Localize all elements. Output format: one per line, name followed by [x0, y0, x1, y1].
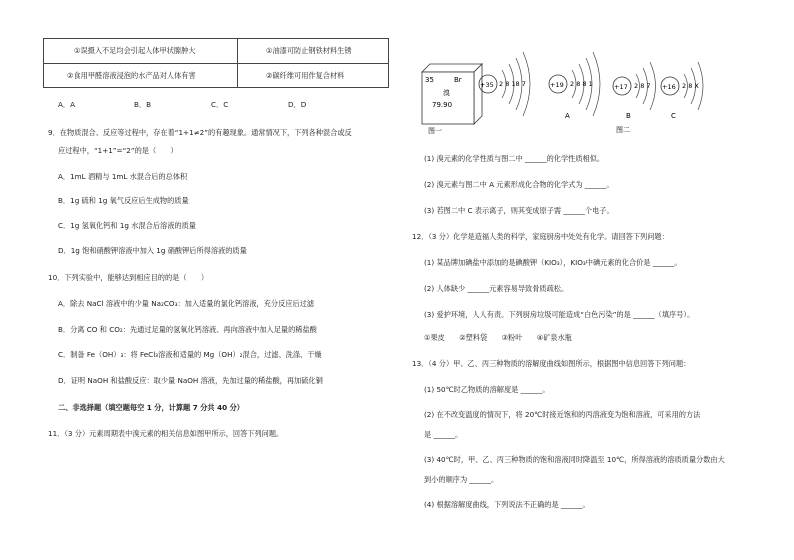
q13-stem: 13．（4 分）甲、乙、丙三种物质的溶解度曲线如图所示，根据图中信息回答下列问题：: [412, 359, 691, 368]
element-number: 35: [425, 76, 434, 84]
q8-option-d: D．D: [288, 100, 307, 109]
atom-c-shells: 2 8 X: [682, 82, 699, 90]
q9-stem-line2: 应过程中，“1+1”=“2”的是（ ）: [58, 146, 178, 155]
q10-option-d: D．证明 NaOH 和盐酸反应：取少量 NaOH 溶液，先加过量的稀盐酸，再加硫化铜: [58, 376, 323, 385]
table-cell-2: ①油漆可防止钢铁材料生锈: [266, 46, 352, 55]
q8-option-c: C．C: [211, 100, 229, 109]
element-name: 溴: [443, 89, 450, 97]
q11-stem: 11．（3 分）元素周期表中溴元素的相关信息如图甲所示，回答下列问题。: [48, 429, 284, 438]
q9-option-b: B．1g 硫和 1g 氧气反应后生成物的质量: [58, 196, 189, 205]
q9-option-c: C．1g 氢氧化钙和 1g 水混合后溶液的质量: [58, 221, 196, 230]
bromine-atom-diagram: [479, 52, 530, 116]
atom-b-nucleus: +17: [614, 83, 628, 91]
q13-part2-line1: (2) 在不改变温度的情况下，将 20℃时接近饱和的丙溶液变为饱和溶液，可采用的方法: [424, 410, 701, 419]
br-nucleus: +35: [480, 81, 494, 89]
label-c: C: [671, 112, 676, 120]
statement-table: [43, 38, 389, 88]
section-heading: 二、非选择题（填空题每空 1 分，计算题 7 分共 40 分）: [58, 403, 244, 412]
atom-a-nucleus: +19: [550, 81, 564, 89]
q11-part1: (1) 溴元素的化学性质与图二中 ______的化学性质相似。: [424, 154, 605, 163]
q9-option-a: A．1mL 酒精与 1mL 水混合后的总体积: [58, 172, 188, 181]
q12-part1: (1) 某品牌加碘盐中添加的是碘酸钾（KIO₃），KIO₃中碘元素的化合价是 ______。: [424, 258, 682, 267]
figure-1-caption: 图一: [428, 127, 442, 135]
q10-option-a: A．除去 NaCl 溶液中的少量 Na₂CO₃：加入适量的氯化钙溶液，充分反应后过滤: [58, 299, 315, 308]
label-b: B: [626, 112, 631, 120]
q12-part2: (2) 人体缺少 ______元素容易导致骨质疏松。: [424, 284, 569, 293]
br-shells: 2 8 18 7: [499, 80, 526, 88]
atomic-structure-figure: [410, 42, 710, 137]
table-divider-horizontal: [44, 63, 388, 64]
q13-part3-line1: (3) 40℃时，甲、乙、丙三种物质的饱和溶液同时降温至 10℃，所得溶液的溶质质量分数由大: [424, 455, 725, 464]
table-cell-3: ②食用甲醛溶液浸泡的水产品对人体有害: [67, 71, 196, 80]
q12-stem: 12．（3 分）化学是造福人类的科学，家庭厨房中处处有化学。请回答下列问题：: [412, 232, 669, 241]
q10-option-c: C．制备 Fe（OH）₃：将 FeCl₃溶液和适量的 Mg（OH）₂混合，过滤、洗涤、干燥: [58, 350, 322, 359]
q9-option-d: D．1g 饱和硝酸钾溶液中加入 1g 硝酸钾后所得溶液的质量: [58, 246, 247, 255]
element-symbol: Br: [454, 76, 462, 84]
q8-option-b: B．B: [134, 100, 152, 109]
q11-part2: (2) 溴元素与图二中 A 元素形成化合物的化学式为 ______。: [424, 180, 614, 189]
table-cell-1: ①误摄入不足均会引起人体甲状腺肿大: [74, 46, 196, 55]
table-cell-4: ②碳纤维可用作复合材料: [266, 71, 345, 80]
atom-a-shells: 2 8 8 1: [570, 80, 593, 88]
q12-items: ①果皮 ②塑料袋 ③粉叶 ④矿泉水瓶: [424, 333, 572, 342]
q13-part4: (4) 根据溶解度曲线，下列说法不正确的是 ______。: [424, 500, 590, 509]
atom-b-diagram: [613, 62, 656, 110]
element-cell: [422, 64, 482, 124]
q8-option-a: A．A: [58, 100, 76, 109]
q13-part2-line2: 是 ______。: [424, 430, 463, 439]
label-a: A: [565, 112, 570, 120]
figure-2-caption: 图二: [616, 126, 630, 134]
atom-c-nucleus: +16: [662, 83, 676, 91]
q9-stem-line1: 9．在物质混合、反应等过程中，存在着“1+1≠2”的有趣现象。通常情况下，下列各种混合或反: [48, 128, 352, 137]
q10-stem: 10．下列实验中，能够达到相应目的的是（ ）: [48, 273, 209, 282]
q10-option-b: B．分离 CO 和 CO₂：先通过足量的氢氧化钙溶液、再向溶液中加入足量的稀盐酸: [58, 325, 317, 334]
atom-b-shells: 2 8 7: [634, 82, 651, 90]
atom-a-diagram: [549, 52, 600, 116]
q12-part3: (3) 爱护环境，人人有责。下列厨房垃圾可能造成“白色污染”的是 ______（填序号）。: [424, 310, 695, 319]
q13-part3-line2: 到小的顺序为 ______。: [424, 475, 499, 484]
element-mass: 79.90: [432, 101, 453, 109]
q11-part3: (3) 若图二中 C 表示离子，则其变成原子需 ______个电子。: [424, 206, 614, 215]
atom-c-diagram: [661, 62, 703, 110]
q13-part1: (1) 50℃时乙物质的溶解度是 ______。: [424, 385, 550, 394]
